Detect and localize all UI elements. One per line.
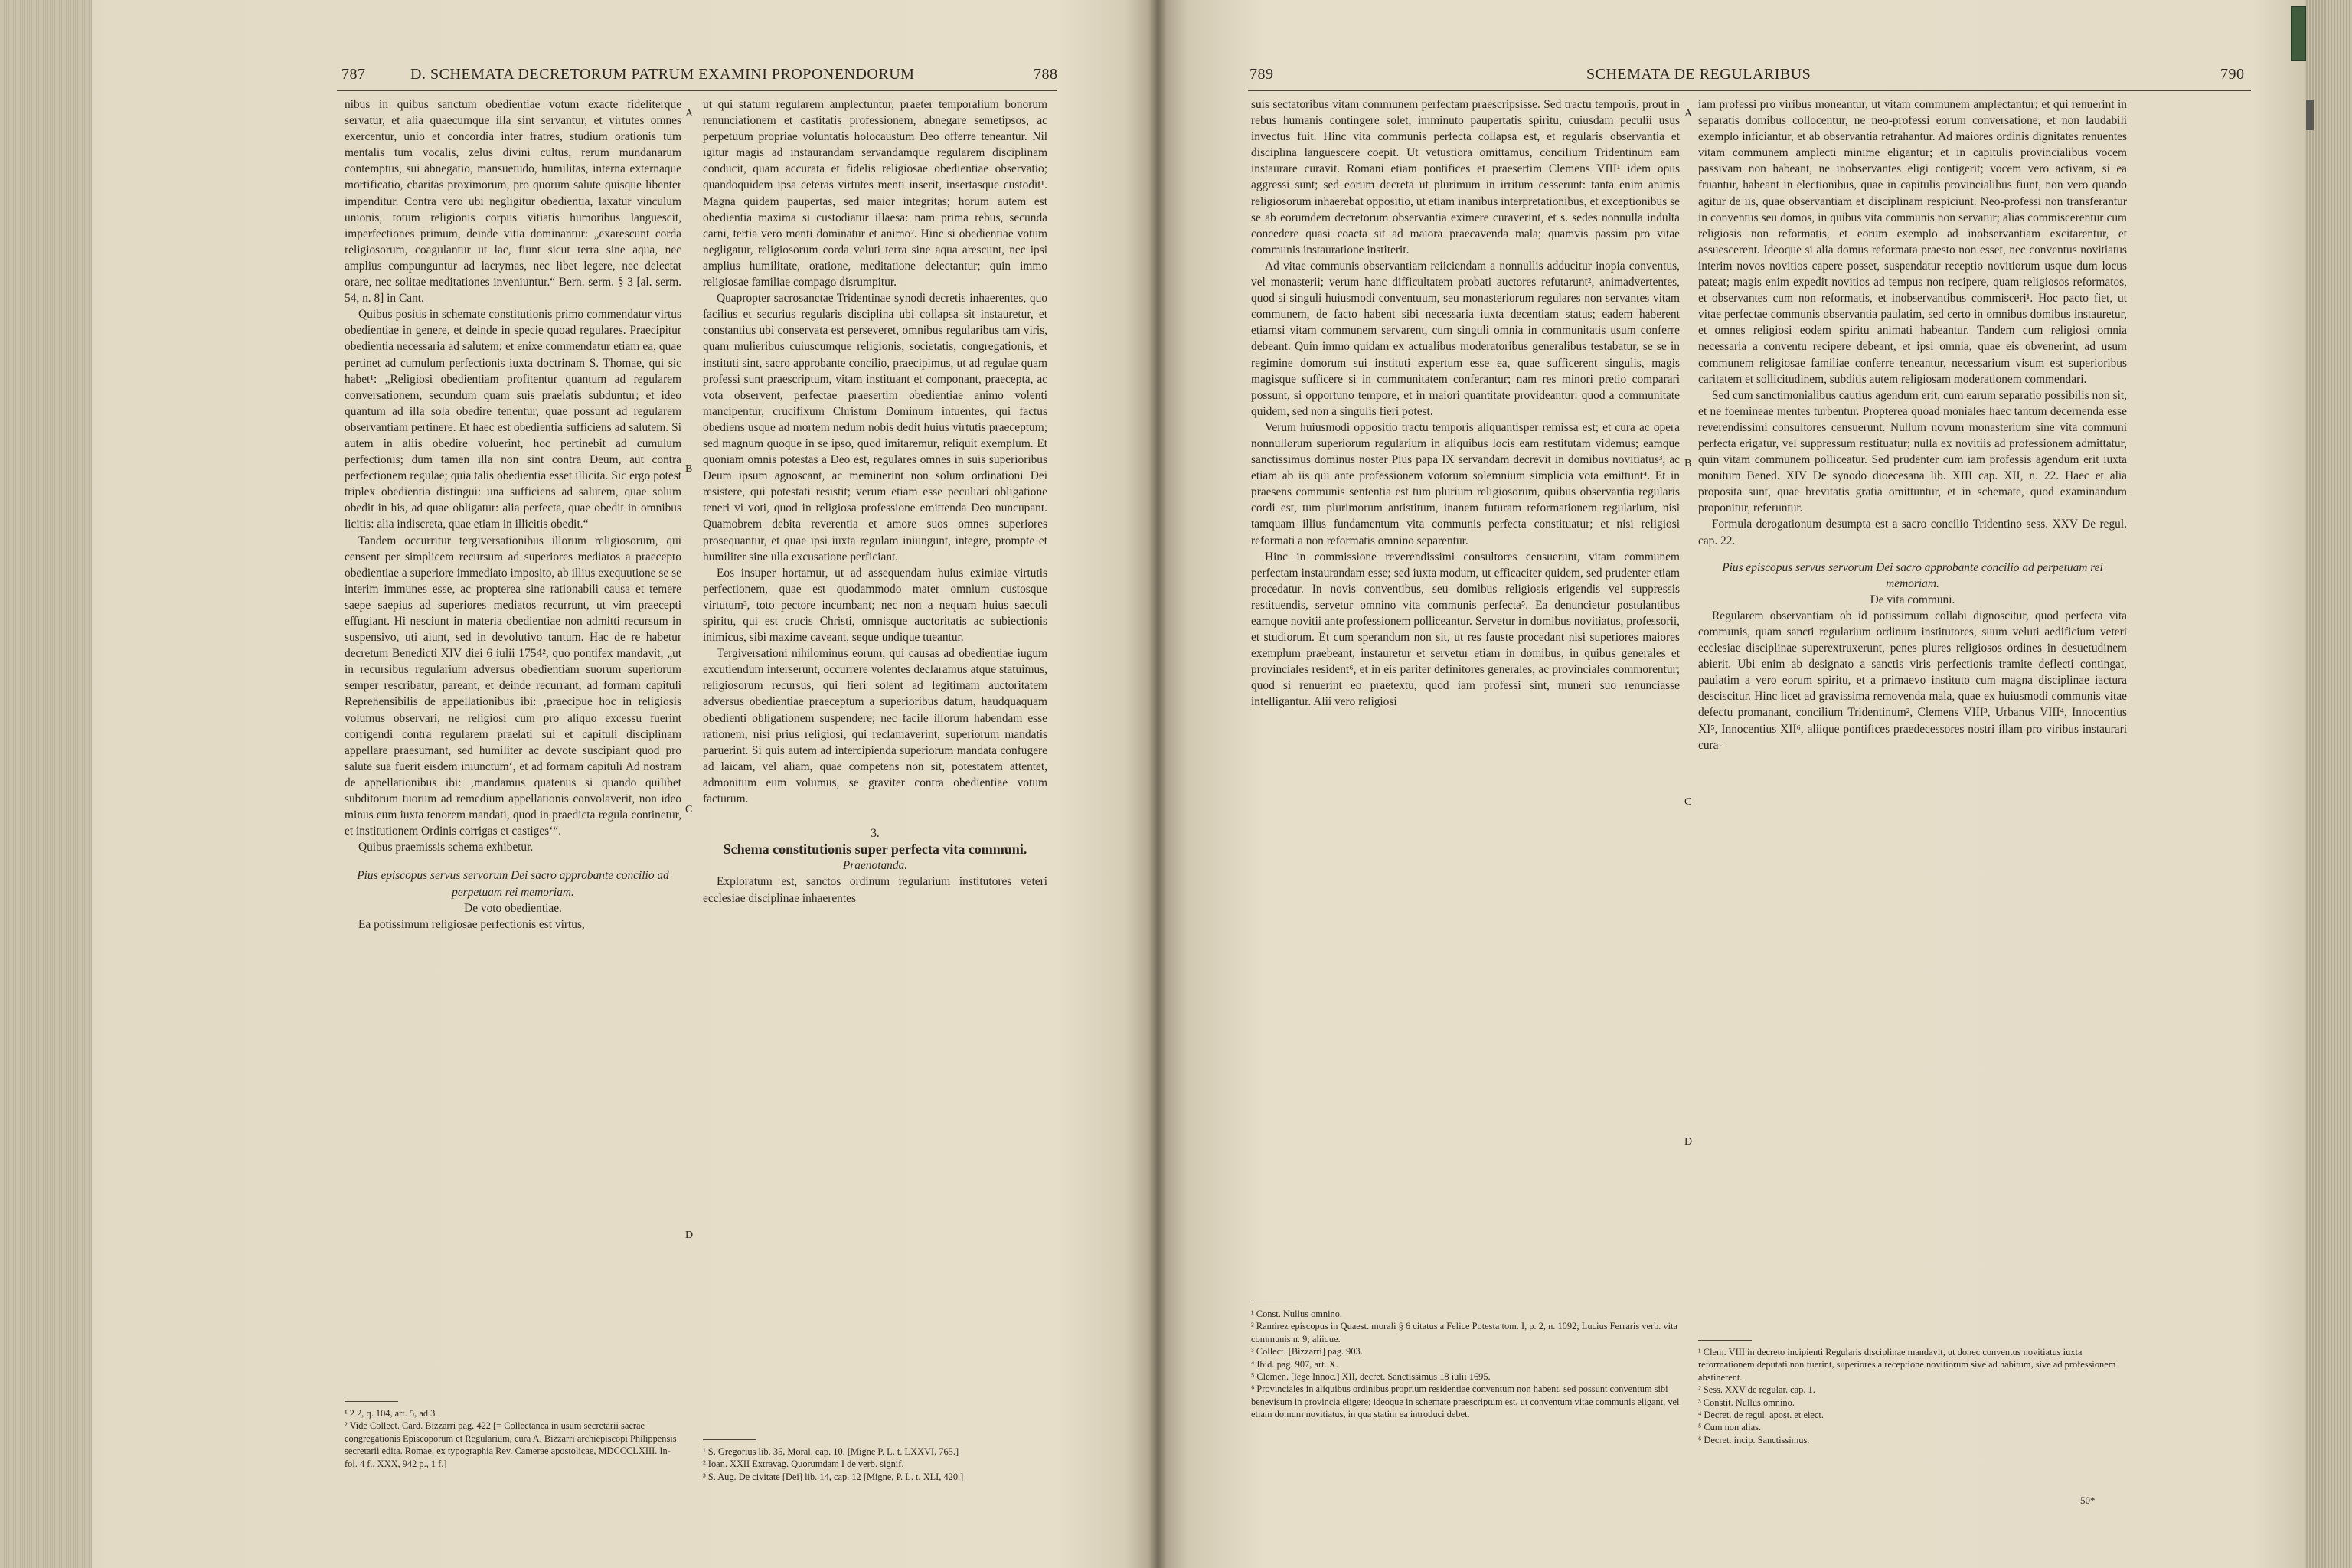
paragraph: Regularem observantiam ob id potissimum collabi dignoscitur, quod perfecta vita communis, quam sancti regularium ordinum institutores, suum veluti aedificium veteri ecclesiae disciplinae superextruxerunt, penes plures religiosos ordines in desuetudinem abierit. Ubi enim ab designato a sanctis viris perfectionis tramite deflecti contingat, paulatim a vero eorum spiritu, et a primaevo instituto cum magna disciplinae iactura desciscitur. Hinc licet ad gravissima removenda mala, quae ex huiusmodi communis vitae defectu promanant, concilium Tridentinum², Clemens VIII³, Urbanus VIII⁴, Innocentius XI⁵, Innocentius XII⁶, aliique pontifices praedecessores nostri illam pro viribus instaurari cura- [1698,609,2127,752]
paragraph: Eos insuper hortamur, ut ad assequendam huius eximiae virtutis perfectionem, quae est quodammodo mater omnium custosque virtutum³, toto pectore incumbant; nec non a nequam huius saeculi spiritu, qui est crucis Christi, omnisque auctoritatis ac subiectionis inimicus, sibi maxime caveant, seque undique tueantur. [703,566,1047,645]
paragraph: Sed cum sanctimonialibus cautius agendum erit, cum earum separatio possibilis non sit, et ne foemineae mentes turbentur. Propterea quoad moniales haec tantum decernenda esse reverendissimi consultores censuerunt. Nullum novum monasterium sine vita communi perfecta erigatur, vel suppressum restituatur; nulla ex novitiis ad professionem admittatur, quin vitam communem polliceatur. Sed prudenter cum iam professis agendum erit iuxta monitum Bened. XIV De synodo dioecesana lib. XIII cap. XII, n. 22. Haec et alia proposita sunt, quae brevitatis gratia omittuntur, et in schemate, quod examinandum proponitur, referuntur. [1698,388,2127,515]
margin-letter-b: B [1684,458,1692,469]
footnote: ¹ 2 2, q. 104, art. 5, ad 3. [345,1408,438,1419]
page-number-790: 790 [2220,66,2245,83]
paragraph: iam professi pro viribus moneantur, ut vitam communem amplectantur; et qui renuerint in separatis domibus collocentur, ne neo-professi eorum conversatione, et non laudabili exemplo inficiantur, et ab observantia retrahantur. Ad maiores ordinis dignitates renuentes vitam communem amplecti minime eligantur; et in capitulis provincialibus vocem passivam non habeant, ne inobservantes eligi contigerit; vocem vero activam, si ea fruantur, habeant in electionibus, quae in capitulis provincialibus fiunt, non vero quando agitur de iis, quae observantiam et disciplinam respiciunt. Neo-professi non transferantur in conventus seu domos, in quibus vita communis non servatur; alias commiscerentur cum religiosis non reformatis, et eorum exemplo ad inobservantiam excitarentur, et assuescerent. Ideoque si alia domus reformata praesto non esset, nec conventus novitiatus interim novos novitios capere posset, suspendatur receptio novitiorum usque dum locus pateat; magis enim expedit novitios ad tempus non recipere, quam religiosos reformatos, et observantes cum non reformatis, et inobservantibus commisceri¹. Hoc pacto fiet, ut vitae perfectae communis observantia paulatim, sed certo in omnibus domibus instauretur, et omnes religiosi eodem spiritu animati habeantur. Tandem cum religiosi omnia necessaria a conventu recipere debeant, et ipsi omnia, quae eis obvenerint, ad usum communem religiosae familiae conferre teneantur, necessarium visum est superioribus caritatem et sollicitudinem, subditis autem religiosam moderationem commendari. [1698,98,2127,386]
right-column-2 [1698,96,2127,753]
footnote: ² Vide Collect. Card. Bizzarri pag. 422 [= Collectanea in usum secretarii sacrae congregationis Episcoporum et Regularium, cura A. Bizzarri archiepiscopi Philippensis secretarii edita. Romae, ex typographia Rev. Camerae apostolicae, MDCCCLXIII. In-fol. 4 f., XXX, 942 p., 1 f.] [345,1420,677,1469]
schema-heading: De vita communi. [1870,593,1955,606]
paragraph: Quibus praemissis schema exhibetur. [358,841,534,854]
paragraph: ut qui statum regularem amplectuntur, praeter temporalium bonorum renunciationem et castitatis professionem, abnegare semetipsos, ac perpetuum propriae voluntatis holocaustum Deo offerre teneantur. Nil igitur magis ad instaurandam servandamque regularem disciplinam conducit, quam accurata et fidelis religiosae obedientiae observatio; quandoquidem ipsa ceteras virtutes menti inserit, insertasque custodit¹. Magna quidem paupertas, sed maior integritas; horum autem est obedientia maxima si custodiatur illaesa: nam prima rebus, secunda carni, tertia vero menti dominatur et animo². Hinc si obedientiae votum negligatur, religiosorum corda veluti terra sine aqua arescunt, nec ipsi amplius humilitate, oratione, meditatione delectantur; quin immo religiosae familiae compago disrumpitur. [703,98,1047,289]
paragraph: Tandem occurritur tergiversationibus illorum religiosorum, qui censent per simplicem recursum ad superiores mediatos a praecepto obedientiae a superiore immediato imposito, ab illius exequutione se se interim immunes esse, ac propterea sine rationabili causa et temere saepe saepius ad superiores mediatos recurrunt, ut vim praecepti effugiant. Hi nesciunt in materia obedientiae non admitti recursum in suspensivo, uti aiunt, sed in devolutivo tantum. Hac de re habetur decretum Benedicti XIV diei 6 iulii 1754², quo pontifex mandavit, „ut in recursibus regularium adversus obedientiam suorum superiorum semper rescribatur, pareant, et deinde recurrant, ad formam capituli Reprehensibilis de appellationibus ibi: ‚praecipue hoc in religiosis volumus observari, ne religiosi cum pro aliquo excessu fuerint corrigendi contra regularem praelati sui et capituli disciplinam appellare praesumant, sed humiliter ac devote suscipiant quod pro salute sua fuerit eisdem iniunctum‘, et ad formam capituli Ad nostram de appellationibus ibi: ‚mandamus quatenus si quando quilibet subditorum tuorum ad remedium appellationis convolaverit, non ideo minus eum iuxta tenorem mandati, quod in praedicta regula continetur, et institutionem Ordinis corrigas et castiges‘“. [345,534,681,838]
footnotes-right-col2 [1698,1346,2127,1446]
paragraph: Hinc in commissione reverendissimi consultores censuerunt, vitam communem perfectam instaurandam esse; sed iuxta modum, ut efficaciter quidem, sed prudenter etiam procedatur. In novis conventibus, seu domibus religiosis erigendis vel suppressis restituendis, servetur omnino vita communis perfecta⁵. Ea denuncietur postulantibus eamque novitii ante professionem polliceantur. Servetur in domibus novitiatus, professorii, et studiorum. Et cum sperandum non sit, ut res fauste procedant nisi superiores maiores exemplum praebeant, instauretur et servetur etiam in domibus, in quibus generales et provinciales resident⁶, et in eis pariter definitores generales, ac provinciales commorentur; quod si renuerint eo praetextu, quod iam professi sint, muneri suo renunciasse intelligantur. Alii vero religiosi [1251,550,1680,709]
page-number-788: 788 [1034,66,1058,83]
footnote: ⁴ Decret. de regul. apost. et eiect. [1698,1410,1824,1421]
paragraph: Verum huiusmodi oppositio tractu temporis aliquantisper remissa est; et cura ac opera nonnullorum superiorum regularium in aliquibus locis eam restitutam videmus; eamque sanctissimus dominus noster Pius papa IX servandam decrevit in domibus novitiatus³, ac etiam ab iis qui ante professionem votorum solemnium simplicia vota emittunt⁴. Et in praesens communis sententia est tum plurium religiosorum, quibus observantia regularis cordi est, tum plurimorum antistitum, inanem futuram reformationem regularium, nisi tamquam illius fundamentum vita communis perfecta constituatur; et nisi religiosi reformati a non reformatis omnino separentur. [1251,420,1680,547]
footnote: ¹ Clem. VIII in decreto incipienti Regularis disciplinae mandavit, ut donec conventus novitiatus iuxta reformationem deputati non fuerint, superiores a receptione novitiorum sive ad habitum, sive ad professionem abstinerent. [1698,1347,2116,1383]
page-edges-right [2305,0,2352,1568]
margin-letter-c: C [1684,796,1692,808]
paragraph: suis sectatoribus vitam communem perfectam praescripsisse. Sed tractu temporis, prout in rebus humanis contingere solet, imminuto paupertatis spiritu, cuiusdam peculii usus invectus fuit. Hinc vita communis perfecta collapsa est, et regularis observantia et disciplina languescere coepit. Ut vetustiora omittamus, concilium Tridentinum eam instaurare curavit. Romani etiam pontifices et praesertim Clemens VIII¹ idem opus aggressi sunt; sed eorum decreta ut plurimum in irritum cesserunt: tanta enim animis religiosorum inhaerebat oppositio, ut etiam inanibus interpretationibus, et exceptionibus se se ab eorumdem decretorum observantia eximere curaverint, et s. sedes nonnulla indulta concedere quasi coacta sit ad maiora praecavenda mala; quamvis passim pro vitae communis instauratione institerit. [1251,98,1680,256]
paragraph: Ad vitae communis observantiam reiiciendam a nonnullis adducitur inopia conventus, vel monasterii; verum hanc difficultatem probati auctores refutarunt², animadvertentes, quod si singuli huiusmodi conventuum, seu monasteriorum regulares non servantes vitam communem, de facto habent sibi necessaria iuxta decentiam status; eadem haberent etiamsi vitam communem servarent, cum singuli omnia in communitatis usum conferre debeant. Quin immo quidam ex actualibus moderatoribus generalibus testabatur, se se in regimine domorum sui instituti expertum esse ea, quae sufficerent singulis, magis magisque sufficere si in communitatem conferantur; nam res minori pretio comparari possunt, si opportuno tempore, et in maiori quantitate provideantur: quod a communitate quidem, sed non a singulis fieri potest. [1251,259,1680,418]
margin-letter-c: C [685,804,693,815]
header-rule-left [337,90,1057,91]
bookmark-clip-small [2306,100,2314,130]
bookmark-clip [2291,6,2306,61]
margin-letter-d: D [685,1230,694,1241]
margin-letter-d: D [1684,1136,1693,1148]
margin-letter-a: A [1684,108,1693,119]
footnote: ⁶ Provinciales in aliquibus ordinibus proprium residentiae conventum non habent, sed possunt conventum sibi benevisum in provincia eligere; ideoque in schemate praescriptum est, ut conventum vitae communis eligant, vel etiam domum novitiatus, in qua statim ea introduci debet. [1251,1383,1680,1420]
left-column-1 [345,96,681,933]
right-column-1 [1251,96,1680,710]
paragraph: Formula derogationum desumpta est a sacro concilio Tridentino sess. XXV De regul. cap. 22. [1698,518,2127,547]
footnote-rule [703,1439,756,1440]
book-gutter [1148,0,1167,1568]
footnote: ⁶ Decret. incip. Sanctissimus. [1698,1434,1810,1446]
section-subtitle: Praenotanda. [842,859,908,873]
paragraph: nibus in quibus sanctum obedientiae votum exacte fideliterque servatur, et alia quaecumque illa sint servantur, et virtutes omnes exercentur, unio et concordia inter fratres, studium orationis tum mentalis tum vocalis, zelus divini cultus, rerum mundanarum contemptus, sui abnegatio, mansuetudo, humilitas, interna externaque mortificatio, charitas proximorum, pro quorum salute quisque libenter impenditur. Contra vero ubi negligitur obedientia, laxatur vinculum unionis, totum religionis corpus vitiatis humoribus languescit, imperfectiones primum, deinde vitia dominantur: „exarescunt corda religiosorum, coagulantur ut lac, fiunt sicut terra sine aqua, nec amplius compunguntur ad lacrymas, nec libet legere, nec delectat orare, nec solitae meditationes inveniuntur.“ Bern. serm. § 3 [al. serm. 54, n. 8] in Cant. [345,98,681,305]
footnote: ² Sess. XXV de regular. cap. 1. [1698,1384,1815,1396]
paragraph: Exploratum est, sanctos ordinum regularium institutores veteri ecclesiae disciplinae inhaerentes [703,875,1047,905]
page-number-787: 787 [341,66,366,83]
margin-letter-a: A [685,108,694,119]
schema-intro: Pius episcopus servus servorum Dei sacro approbante concilio ad perpetuam rei memoriam. [357,869,669,899]
footnote: ⁵ Cum non alias. [1698,1422,1762,1433]
page-edges-left [0,0,92,1568]
footnotes-left-col2 [703,1446,1047,1483]
left-page [0,0,1158,1568]
paragraph: Quibus positis in schemate constitutionis primo commendatur virtus obedientiae in genere, et deinde in specie quoad regulares. Praecipitur obedientia necessaria ad salutem; et enixe commendatur etiam ea, quae pertinet ad cumulum perfectionis iuxta doctrinam S. Thomae, qui sic habet¹: „Religiosi obedientiam profitentur quantum ad regularem conversationem, secundum quam suis praelatis subduntur; et ideo quantum ad illa sola obedire tenentur, quae possunt ad regularem observantiam pertinere. Et haec est obedientia sufficiens ad salutem. Si autem in aliis obedire voluerint, hoc pertinebit ad cumulum perfectionis; dum tamen illa non sint contra Deum, aut contra perfectionem regulae; quia talis obedientia esset illicita. Sic ergo potest triplex obedientia distingui: una sufficiens ad salutem, quae solum obedit in his, ad quae obligatur: alia perfecta, quae obedit in omnibus licitis: alia indiscreta, quae etiam in illicitis obedit.“ [345,308,681,531]
paragraph: Ea potissimum religiosae perfectionis est virtus, [358,917,585,931]
footnote: ⁴ Ibid. pag. 907, art. X. [1251,1358,1338,1370]
right-page [1158,0,2352,1568]
paragraph: Tergiversationi nihilominus eorum, qui causas ad obedientiae iugum excutiendum interserunt, occurrere volentes declaramus atque statuimus, religiosorum recursus, qui fieri solent ad legitimam auctoritatem adversus obedientiae praeceptum a superioribus datum, haudquaquam obedienti obligationem suspendere; nec facile illorum habendam esse rationem, nisi prius religiosi, qui reclamaverint, superiorum mandatis paruerint. Si quis autem ad intercipienda superiorum mandata confugere ad laicam, vel aliam, quae competens non sit, potestatem attentet, admonitum eum volumus, se graviter contra obedientiae votum facturum. [703,647,1047,806]
section-number: 3. [871,827,880,841]
signature-mark: 50* [2080,1494,2096,1506]
footnote-rule [1698,1340,1752,1341]
footnotes-right-col1 [1251,1308,1680,1421]
footnote: ² Ioan. XXII Extravag. Quorumdam I de verb. signif. [703,1459,904,1470]
footnote: ³ Constit. Nullus omnino. [1698,1396,1795,1408]
footnotes-left-col1 [345,1407,681,1470]
section-title: Schema constitutionis super perfecta vita communi. [723,841,1027,858]
header-rule-right [1248,90,2251,91]
footnote: ¹ Const. Nullus omnino. [1251,1308,1343,1319]
footnote: ⁵ Clemen. [lege Innoc.] XII, decret. Sanctissimus 18 iulii 1695. [1251,1371,1491,1383]
paragraph: Quapropter sacrosanctae Tridentinae synodi decretis inhaerentes, quo facilius et securius regularis disciplina ubi collapsa sit instauretur, et constantius ubi conservata est perseveret, omnibus regularibus tam viris, quam mulieribus cuiuscumque religionis, societatis, congregationis, et instituti sint, sacro approbante concilio, praecipimus, ut ad regulae quam professi sunt praescriptum, vitam instituant et componant, praecepta, ac vota observent, perfectae praesertim obedientiae animo volenti mancipentur, crucifixum Christum Dominum intuentes, qui factus obediens usque ad mortem nedum nobis dedit huius virtutis praeceptum; sed magnum quoque in se ipso, quod imitaremur, reliquit exemplum. Et quoniam omnis potestas a Deo est, regulares omnes in suis superioribus Deum ipsum agnoscant, ac meminerint non solum ordinationi Dei resistere, qui potestati resistit; verum etiam esse peculiari obligatione teneri vi voti, quod in religiosa professione emittenda Deo nuncupant. Quamobrem debita reverentia et amore suos omnes superiores prosequantur, et quae ipsi iuxta regulam iniungunt, integre, prompte et humiliter sine ulla excusatione perficiant. [703,292,1047,564]
footnote: ¹ S. Gregorius lib. 35, Moral. cap. 10. [Migne P. L. t. LXXVI, 765.] [703,1446,959,1457]
footnote: ³ Collect. [Bizzarri] pag. 903. [1251,1346,1363,1357]
schema-heading: De voto obedientiae. [464,901,562,915]
page-number-789: 789 [1250,66,1274,83]
footnote: ² Ramirez episcopus in Quaest. morali § 6 citatus a Felice Potesta tom. I, p. 2, n. 1092; Lucius Ferraris verb. vita communis n. 9; aliique. [1251,1321,1678,1344]
schema-intro: Pius episcopus servus servorum Dei sacro approbante concilio ad perpetuam rei memoriam. [1722,560,2103,590]
running-title-left: D. SCHEMATA DECRETORUM PATRUM EXAMINI PROPONENDORUM [410,66,915,83]
footnote: ³ S. Aug. De civitate [Dei] lib. 14, cap. 12 [Migne, P. L. t. XLI, 420.] [703,1471,964,1482]
footnote-rule [345,1401,398,1402]
left-column-2 [703,96,1047,906]
margin-letter-b: B [685,463,693,475]
running-title-right: SCHEMATA DE REGULARIBUS [1586,66,1811,83]
